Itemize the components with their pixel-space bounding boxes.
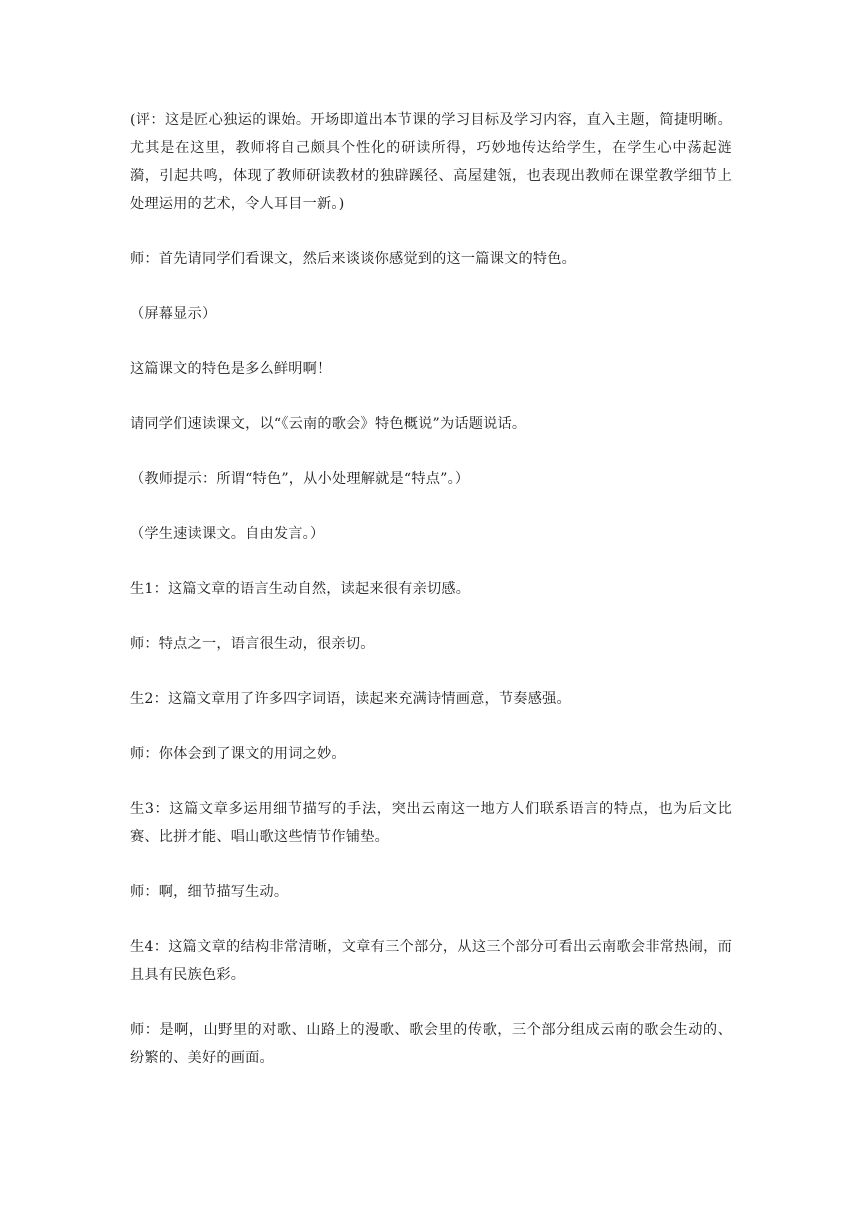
teacher-line: 师：你体会到了课文的用词之妙。 <box>130 746 346 762</box>
stage-note: （屏幕显示） <box>130 306 217 322</box>
teacher-line: 师：是啊，山野里的对歌、山路上的漫歌、歌会里的传歌，三个部分组成云南的歌会生动的、纷繁的、美好的画面。 <box>130 1022 732 1066</box>
student-line: 生1：这篇文章的语言生动自然，读起来很有亲切感。 <box>130 581 471 597</box>
student-line: 生3：这篇文章多运用细节描写的手法，突出云南这一地方人们联系语言的特点，也为后文比赛、比拼才能、唱山歌这些情节作铺垫。 <box>130 801 732 845</box>
student-line: 生2：这篇文章用了许多四字词语，读起来充满诗情画意，节奏感强。 <box>130 691 571 707</box>
teacher-hint: （教师提示：所谓“特色”，从小处理解就是“特点”。） <box>130 471 470 487</box>
screen-text: 请同学们速读课文，以“《云南的歌会》特色概说”为话题说话。 <box>130 416 527 432</box>
document-body <box>130 106 732 1099</box>
stage-note: （学生速读课文。自由发言。） <box>130 526 325 542</box>
teacher-line: 师：特点之一，语言很生动，很亲切。 <box>130 636 375 652</box>
teacher-line: 师：啊，细节描写生动。 <box>130 884 289 900</box>
comment-paragraph: (评：这是匠心独运的课始。开场即道出本节课的学习目标及学习内容，直入主题，简捷明晰。尤其是在这里，教师将自己颇具个性化的研读所得，巧妙地传达给学生，在学生心中荡起涟漪，引起共鸣，体现了教师研读教材的独辟蹊径、高屋建瓴，也表现出教师在课堂教学细节上处理运用的艺术，令人耳目一新。) <box>130 112 732 212</box>
teacher-line: 师：首先请同学们看课文，然后来谈谈你感觉到的这一篇课文的特色。 <box>130 251 577 267</box>
screen-text: 这篇课文的特色是多么鲜明啊！ <box>130 361 332 377</box>
student-line: 生4：这篇文章的结构非常清晰，文章有三个部分，从这三个部分可看出云南歌会非常热闹，而且具有民族色彩。 <box>130 939 732 983</box>
